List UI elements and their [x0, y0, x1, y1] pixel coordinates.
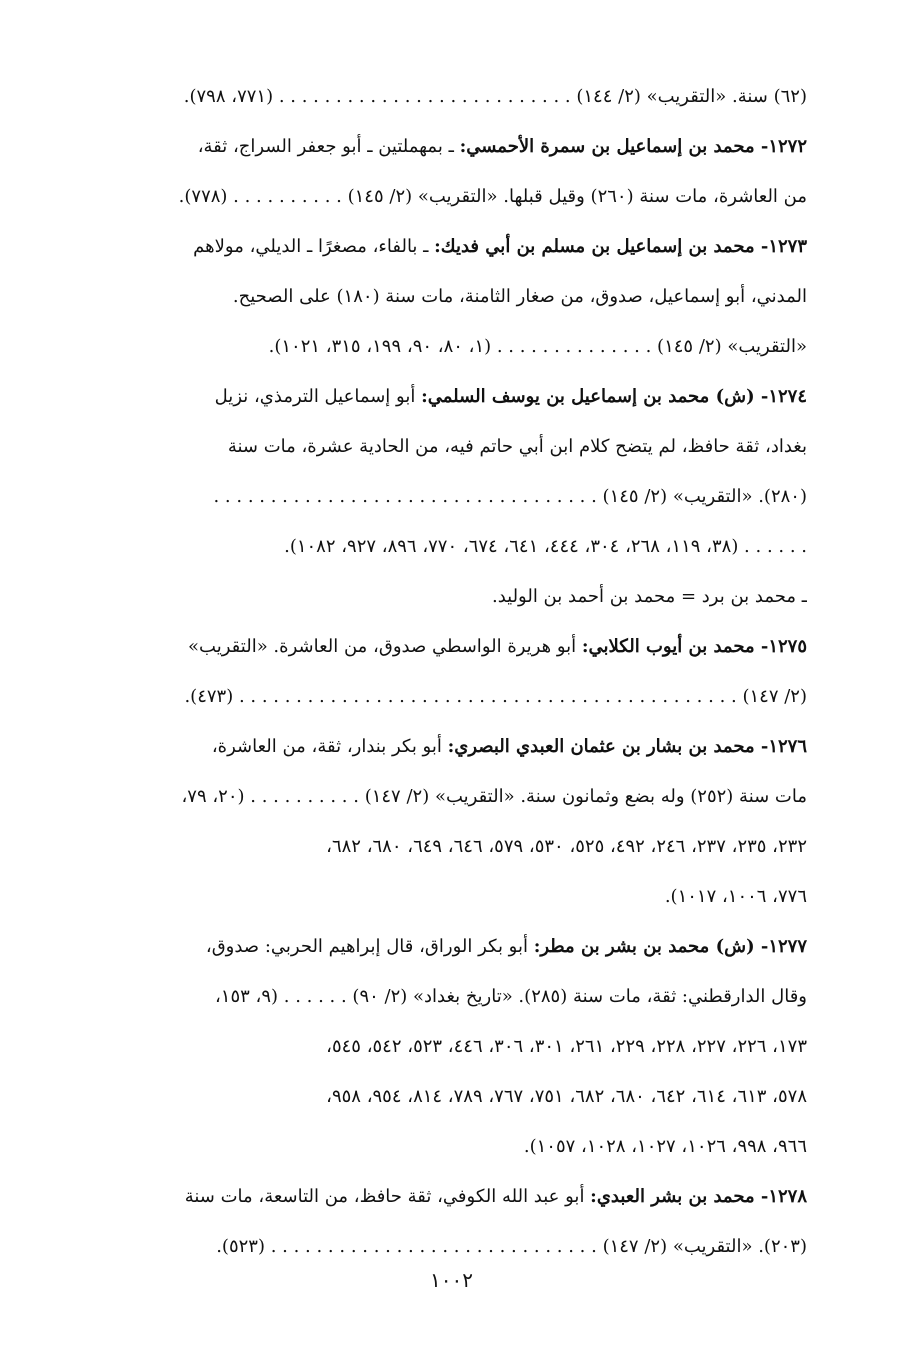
entry-heading-line [72, 372, 807, 422]
text-line [72, 822, 807, 872]
text-line [72, 72, 807, 122]
text-line [72, 972, 807, 1022]
entry-heading: ١٢٧٢- محمد بن إسماعيل بن سمرة الأحمسي: [459, 136, 807, 157]
text-line [72, 772, 807, 822]
entry-text: «التقريب» (٢/ ١٤٥) . . . . . . . . . . . . . . (١، ٨٠، ٩٠، ١٩٩، ٣١٥، ١٠٢١). [268, 336, 807, 357]
text-line [72, 422, 807, 472]
entry-heading-line [72, 622, 807, 672]
entry-text: أبو بكر الوراق، قال إبراهيم الحربي: صدوق، [205, 936, 534, 957]
text-line [72, 1022, 807, 1072]
entry-heading-line [72, 922, 807, 972]
entry-text: أبو هريرة الواسطي صدوق، من العاشرة. «التقريب» [188, 636, 582, 657]
entry-text: ١٧٣، ٢٢٦، ٢٢٧، ٢٢٨، ٢٢٩، ٢٦١، ٣٠١، ٣٠٦، ٤٤٦، ٥٢٣، ٥٤٢، ٥٤٥، [326, 1036, 807, 1057]
entry-heading: ١٢٧٣- محمد بن إسماعيل بن مسلم بن أبي فديك: [434, 236, 807, 257]
entry-text: (٢/ ١٤٧) . . . . . . . . . . . . . . . . . . . . . . . . . . . . . . . . . . . . . . . . . . . . (٤٧٣). [184, 686, 807, 707]
entry-text: ـ بالفاء، مصغرًا ـ الديلي، مولاهم [193, 236, 435, 257]
entry-heading: ١٢٧٨- محمد بن بشر العبدي: [590, 1186, 807, 1207]
text-line [72, 472, 807, 522]
entry-heading-line [72, 222, 807, 272]
text-line [72, 872, 807, 922]
body-text [72, 72, 807, 1272]
text-line [72, 572, 807, 622]
text-line [72, 1072, 807, 1122]
entry-text: مات سنة (٢٥٢) وله بضع وثمانون سنة. «التقريب» (٢/ ١٤٧) . . . . . . . . . . (٢٠، ٧٩، [181, 786, 807, 807]
text-line [72, 272, 807, 322]
page-number: ١٠٠٢ [430, 1268, 473, 1292]
entry-heading: ١٢٧٤- (ش) محمد بن إسماعيل بن يوسف السلمي: [421, 386, 807, 407]
text-line [72, 1222, 807, 1272]
text-line [72, 172, 807, 222]
entry-heading-line [72, 122, 807, 172]
entry-text: وقال الدارقطني: ثقة، مات سنة (٢٨٥). «تاريخ بغداد» (٢/ ٩٠) . . . . . . (٩، ١٥٣، [214, 986, 807, 1007]
text-line [72, 1122, 807, 1172]
entry-text: ٧٧٦، ١٠٠٦، ١٠١٧). [664, 886, 807, 907]
entry-text: . . . . . . (٣٨، ١١٩، ٢٦٨، ٣٠٤، ٤٤٤، ٦٤١، ٦٧٤، ٧٧٠، ٨٩٦، ٩٢٧، ١٠٨٢). [284, 536, 807, 557]
entry-text: أبو إسماعيل الترمذي، نزيل [214, 386, 422, 407]
text-line [72, 522, 807, 572]
entry-heading: ١٢٧٦- محمد بن بشار بن عثمان العبدي البصري: [447, 736, 807, 757]
entry-text: (٢٠٣). «التقريب» (٢/ ١٤٧) . . . . . . . . . . . . . . . . . . . . . . . . . . . . . (٥٢٣). [216, 1236, 807, 1257]
entry-text: ٢٣٢، ٢٣٥، ٢٣٧، ٢٤٦، ٤٩٢، ٥٢٥، ٥٣٠، ٥٧٩، ٦٤٦، ٦٤٩، ٦٨٠، ٦٨٢، [326, 836, 807, 857]
entry-text: ٥٧٨، ٦١٣، ٦١٤، ٦٤٢، ٦٨٠، ٦٨٢، ٧٥١، ٧٦٧، ٧٨٩، ٨١٤، ٩٥٤، ٩٥٨، [326, 1086, 807, 1107]
entry-text: أبو بكر بندار، ثقة، من العاشرة، [211, 736, 448, 757]
entry-heading-line [72, 722, 807, 772]
entry-text: من العاشرة، مات سنة (٢٦٠) وقيل قبلها. «التقريب» (٢/ ١٤٥) . . . . . . . . . . (٧٧٨). [178, 186, 807, 207]
entry-text: المدني، أبو إسماعيل، صدوق، من صغار الثامنة، مات سنة (١٨٠) على الصحيح. [232, 286, 807, 307]
entry-text: ـ بمهملتين ـ أبو جعفر السراج، ثقة، [197, 136, 460, 157]
entry-text: أبو عبد الله الكوفي، ثقة حافظ، من التاسعة، مات سنة [184, 1186, 591, 1207]
text-line [72, 672, 807, 722]
entry-heading: ١٢٧٥- محمد بن أيوب الكلابي: [581, 636, 807, 657]
entry-text: (٢٨٠). «التقريب» (٢/ ١٤٥) . . . . . . . . . . . . . . . . . . . . . . . . . . . . . . . . . . [213, 486, 807, 507]
entry-heading-line [72, 1172, 807, 1222]
text-line [72, 322, 807, 372]
entry-text: بغداد، ثقة حافظ، لم يتضح كلام ابن أبي حاتم فيه، من الحادية عشرة، مات سنة [227, 436, 807, 457]
entry-text: (٦٢) سنة. «التقريب» (٢/ ١٤٤) . . . . . . . . . . . . . . . . . . . . . . . . . . (٧٧١، ٧٩٨). [183, 86, 807, 107]
entry-text: ٩٦٦، ٩٩٨، ١٠٢٦، ١٠٢٧، ١٠٢٨، ١٠٥٧). [523, 1136, 807, 1157]
entry-heading: ١٢٧٧- (ش) محمد بن بشر بن مطر: [533, 936, 807, 957]
entry-text: ـ محمد بن برد = محمد بن أحمد بن الوليد. [491, 586, 807, 607]
